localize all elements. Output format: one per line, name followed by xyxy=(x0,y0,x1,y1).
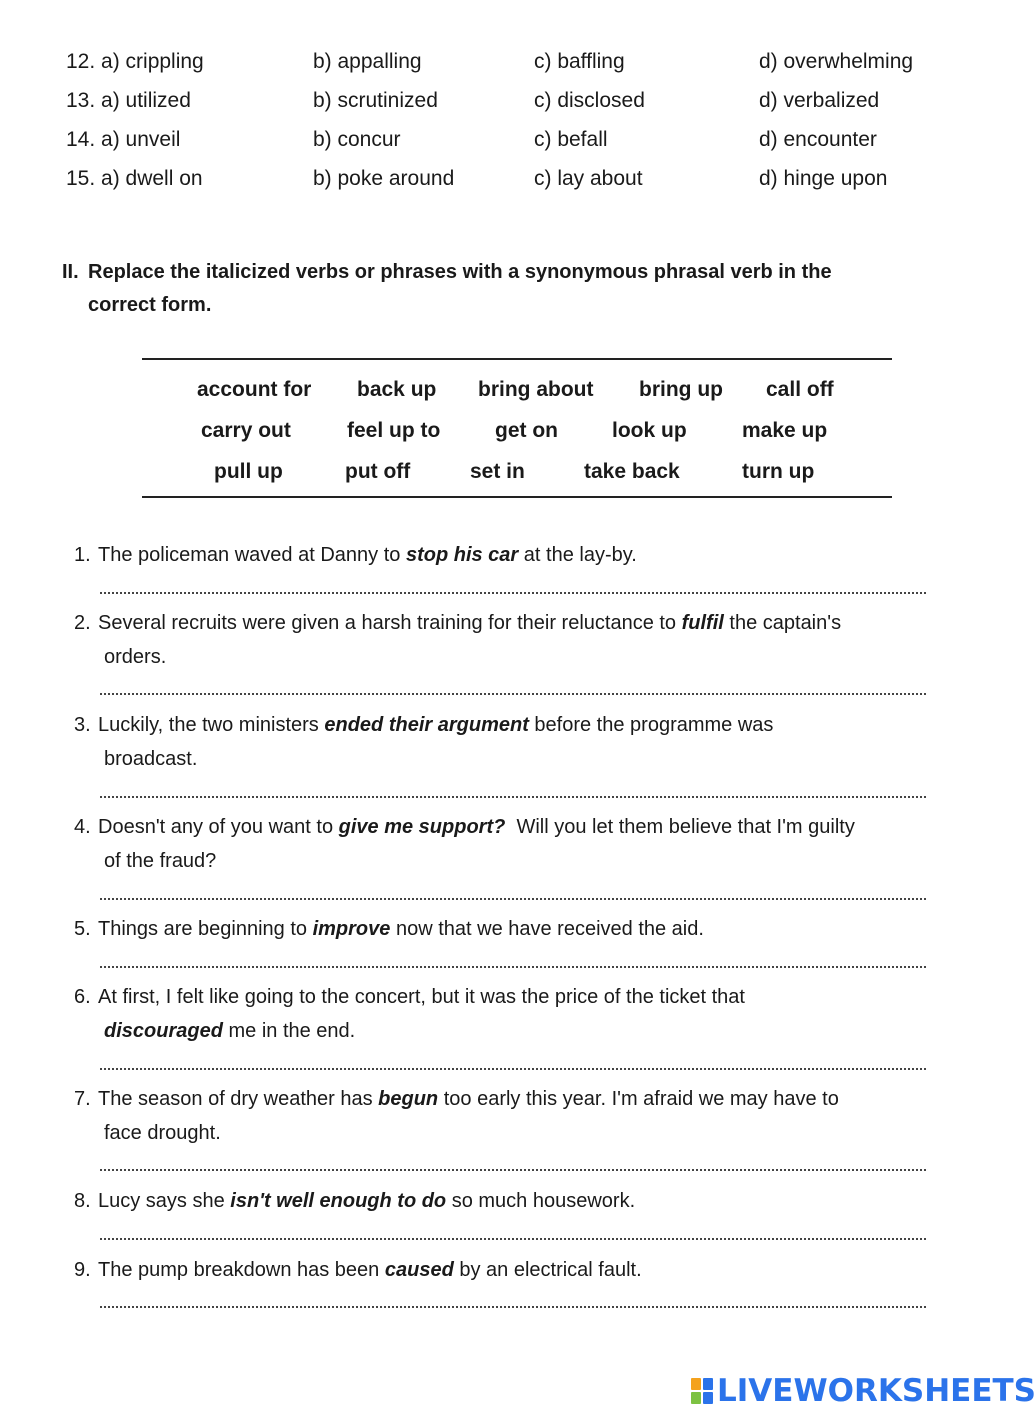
word-take-back: take back xyxy=(584,460,680,483)
option-d: d) verbalized xyxy=(759,89,880,112)
option-b: b) scrutinized xyxy=(313,89,438,112)
section-number: II. xyxy=(62,261,79,283)
question-text-after: before the programme was xyxy=(528,714,774,736)
question-9 xyxy=(74,1253,954,1287)
option-b: b) concur xyxy=(313,128,401,151)
mc-row-14 xyxy=(0,128,1000,158)
question-continuation: face drought. xyxy=(104,1122,221,1144)
liveworksheets-logo xyxy=(690,1374,1036,1408)
question-continuation xyxy=(74,1014,954,1048)
logo-square xyxy=(691,1378,701,1390)
question-8 xyxy=(74,1184,954,1218)
mc-row-15 xyxy=(0,167,1000,197)
option-c: c) disclosed xyxy=(534,89,645,112)
italic-phrase: stop his car xyxy=(405,544,519,566)
option-c: c) baffling xyxy=(534,50,625,73)
word-pull-up: pull up xyxy=(214,460,283,483)
italic-phrase: fulfil xyxy=(681,612,724,634)
answer-line-1[interactable] xyxy=(100,592,926,594)
question-text-after: so much housework. xyxy=(446,1190,636,1212)
question-number: 7. xyxy=(74,1088,91,1110)
logo-square xyxy=(703,1392,713,1404)
question-text: Luckily, the two ministers xyxy=(98,714,325,736)
section-heading xyxy=(62,256,942,322)
italic-phrase: ended their argument xyxy=(324,714,529,736)
question-text: Lucy says she xyxy=(98,1190,231,1212)
question-text-after: at the lay-by. xyxy=(518,544,637,566)
question-3 xyxy=(74,708,954,776)
word-back-up: back up xyxy=(357,378,437,401)
answer-line-5[interactable] xyxy=(100,966,926,968)
word-call-off: call off xyxy=(766,378,834,401)
answer-line-7[interactable] xyxy=(100,1169,926,1171)
question-number: 5. xyxy=(74,918,91,940)
option-c: c) lay about xyxy=(534,167,643,190)
logo-square xyxy=(691,1392,701,1404)
option-d: d) hinge upon xyxy=(759,167,888,190)
question-text: Things are beginning to xyxy=(98,918,313,940)
italic-phrase: give me support? xyxy=(338,816,506,838)
question-number: 6. xyxy=(74,986,91,1008)
option-a: 13. a) utilized xyxy=(66,89,191,112)
italic-phrase: isn't well enough to do xyxy=(230,1190,447,1212)
question-text-after: by an electrical fault. xyxy=(453,1259,642,1281)
question-text: At first, I felt like going to the concert, but it was the price of the ticket that xyxy=(98,986,745,1008)
answer-line-8[interactable] xyxy=(100,1238,926,1240)
option-d: d) overwhelming xyxy=(759,50,914,73)
question-text-after: now that we have received the aid. xyxy=(390,918,704,940)
question-6 xyxy=(74,980,954,1048)
question-text: Several recruits were given a harsh training for their reluctance to xyxy=(98,612,682,634)
italic-phrase: begun xyxy=(378,1088,439,1110)
word-get-on: get on xyxy=(495,419,558,442)
question-2 xyxy=(74,606,954,674)
answer-line-2[interactable] xyxy=(100,693,926,695)
question-continuation: broadcast. xyxy=(104,748,198,770)
question-text-after: Will you let them believe that I'm guilty xyxy=(505,816,855,838)
word-set-in: set in xyxy=(470,460,525,483)
liveworksheets-icon xyxy=(690,1377,714,1405)
question-number: 2. xyxy=(74,612,91,634)
question-continuation: orders. xyxy=(104,646,167,668)
question-continuation: of the fraud? xyxy=(104,850,217,872)
answer-line-9[interactable] xyxy=(100,1306,926,1308)
option-a: 14. a) unveil xyxy=(66,128,181,151)
question-number: 8. xyxy=(74,1190,91,1212)
question-5 xyxy=(74,912,954,946)
answer-line-4[interactable] xyxy=(100,898,926,900)
question-number: 3. xyxy=(74,714,91,736)
question-text-after: the captain's xyxy=(723,612,842,634)
word-feel-up-to: feel up to xyxy=(347,419,441,442)
question-number: 1. xyxy=(74,544,91,566)
question-text-after: me in the end. xyxy=(222,1020,356,1042)
option-a: 12. a) crippling xyxy=(66,50,204,73)
option-b: b) appalling xyxy=(313,50,422,73)
section-instruction-line1: Replace the italicized verbs or phrases with a synonymous phrasal verb in the xyxy=(88,261,832,283)
question-text: Doesn't any of you want to xyxy=(98,816,339,838)
question-number: 9. xyxy=(74,1259,91,1281)
italic-phrase: improve xyxy=(312,918,391,940)
mc-row-13 xyxy=(0,89,1000,119)
mc-row-12 xyxy=(0,50,1000,80)
italic-phrase: caused xyxy=(384,1259,454,1281)
section-instruction-line2: correct form. xyxy=(88,294,212,316)
word-bring-about: bring about xyxy=(478,378,594,401)
question-number: 4. xyxy=(74,816,91,838)
logo-square xyxy=(703,1378,713,1390)
word-account-for: account for xyxy=(197,378,312,401)
question-text: The policeman waved at Danny to xyxy=(98,544,406,566)
question-text: The season of dry weather has xyxy=(98,1088,379,1110)
word-bring-up: bring up xyxy=(639,378,723,401)
answer-line-3[interactable] xyxy=(100,796,926,798)
italic-phrase: discouraged xyxy=(104,1020,223,1042)
option-d: d) encounter xyxy=(759,128,877,151)
word-carry-out: carry out xyxy=(201,419,291,442)
question-text: The pump breakdown has been xyxy=(98,1259,385,1281)
option-c: c) befall xyxy=(534,128,608,151)
word-make-up: make up xyxy=(742,419,828,442)
answer-line-6[interactable] xyxy=(100,1068,926,1070)
question-text-after: too early this year. I'm afraid we may have to xyxy=(438,1088,839,1110)
word-box-top-rule xyxy=(142,358,892,360)
word-put-off: put off xyxy=(345,460,411,483)
word-turn-up: turn up xyxy=(742,460,815,483)
word-box-bottom-rule xyxy=(142,496,892,498)
question-1 xyxy=(74,538,954,572)
option-a: 15. a) dwell on xyxy=(66,167,203,190)
logo-text: LIVEWORKSHEETS xyxy=(717,1373,1036,1409)
option-b: b) poke around xyxy=(313,167,455,190)
word-look-up: look up xyxy=(612,419,687,442)
question-7 xyxy=(74,1082,954,1150)
question-4 xyxy=(74,810,974,878)
